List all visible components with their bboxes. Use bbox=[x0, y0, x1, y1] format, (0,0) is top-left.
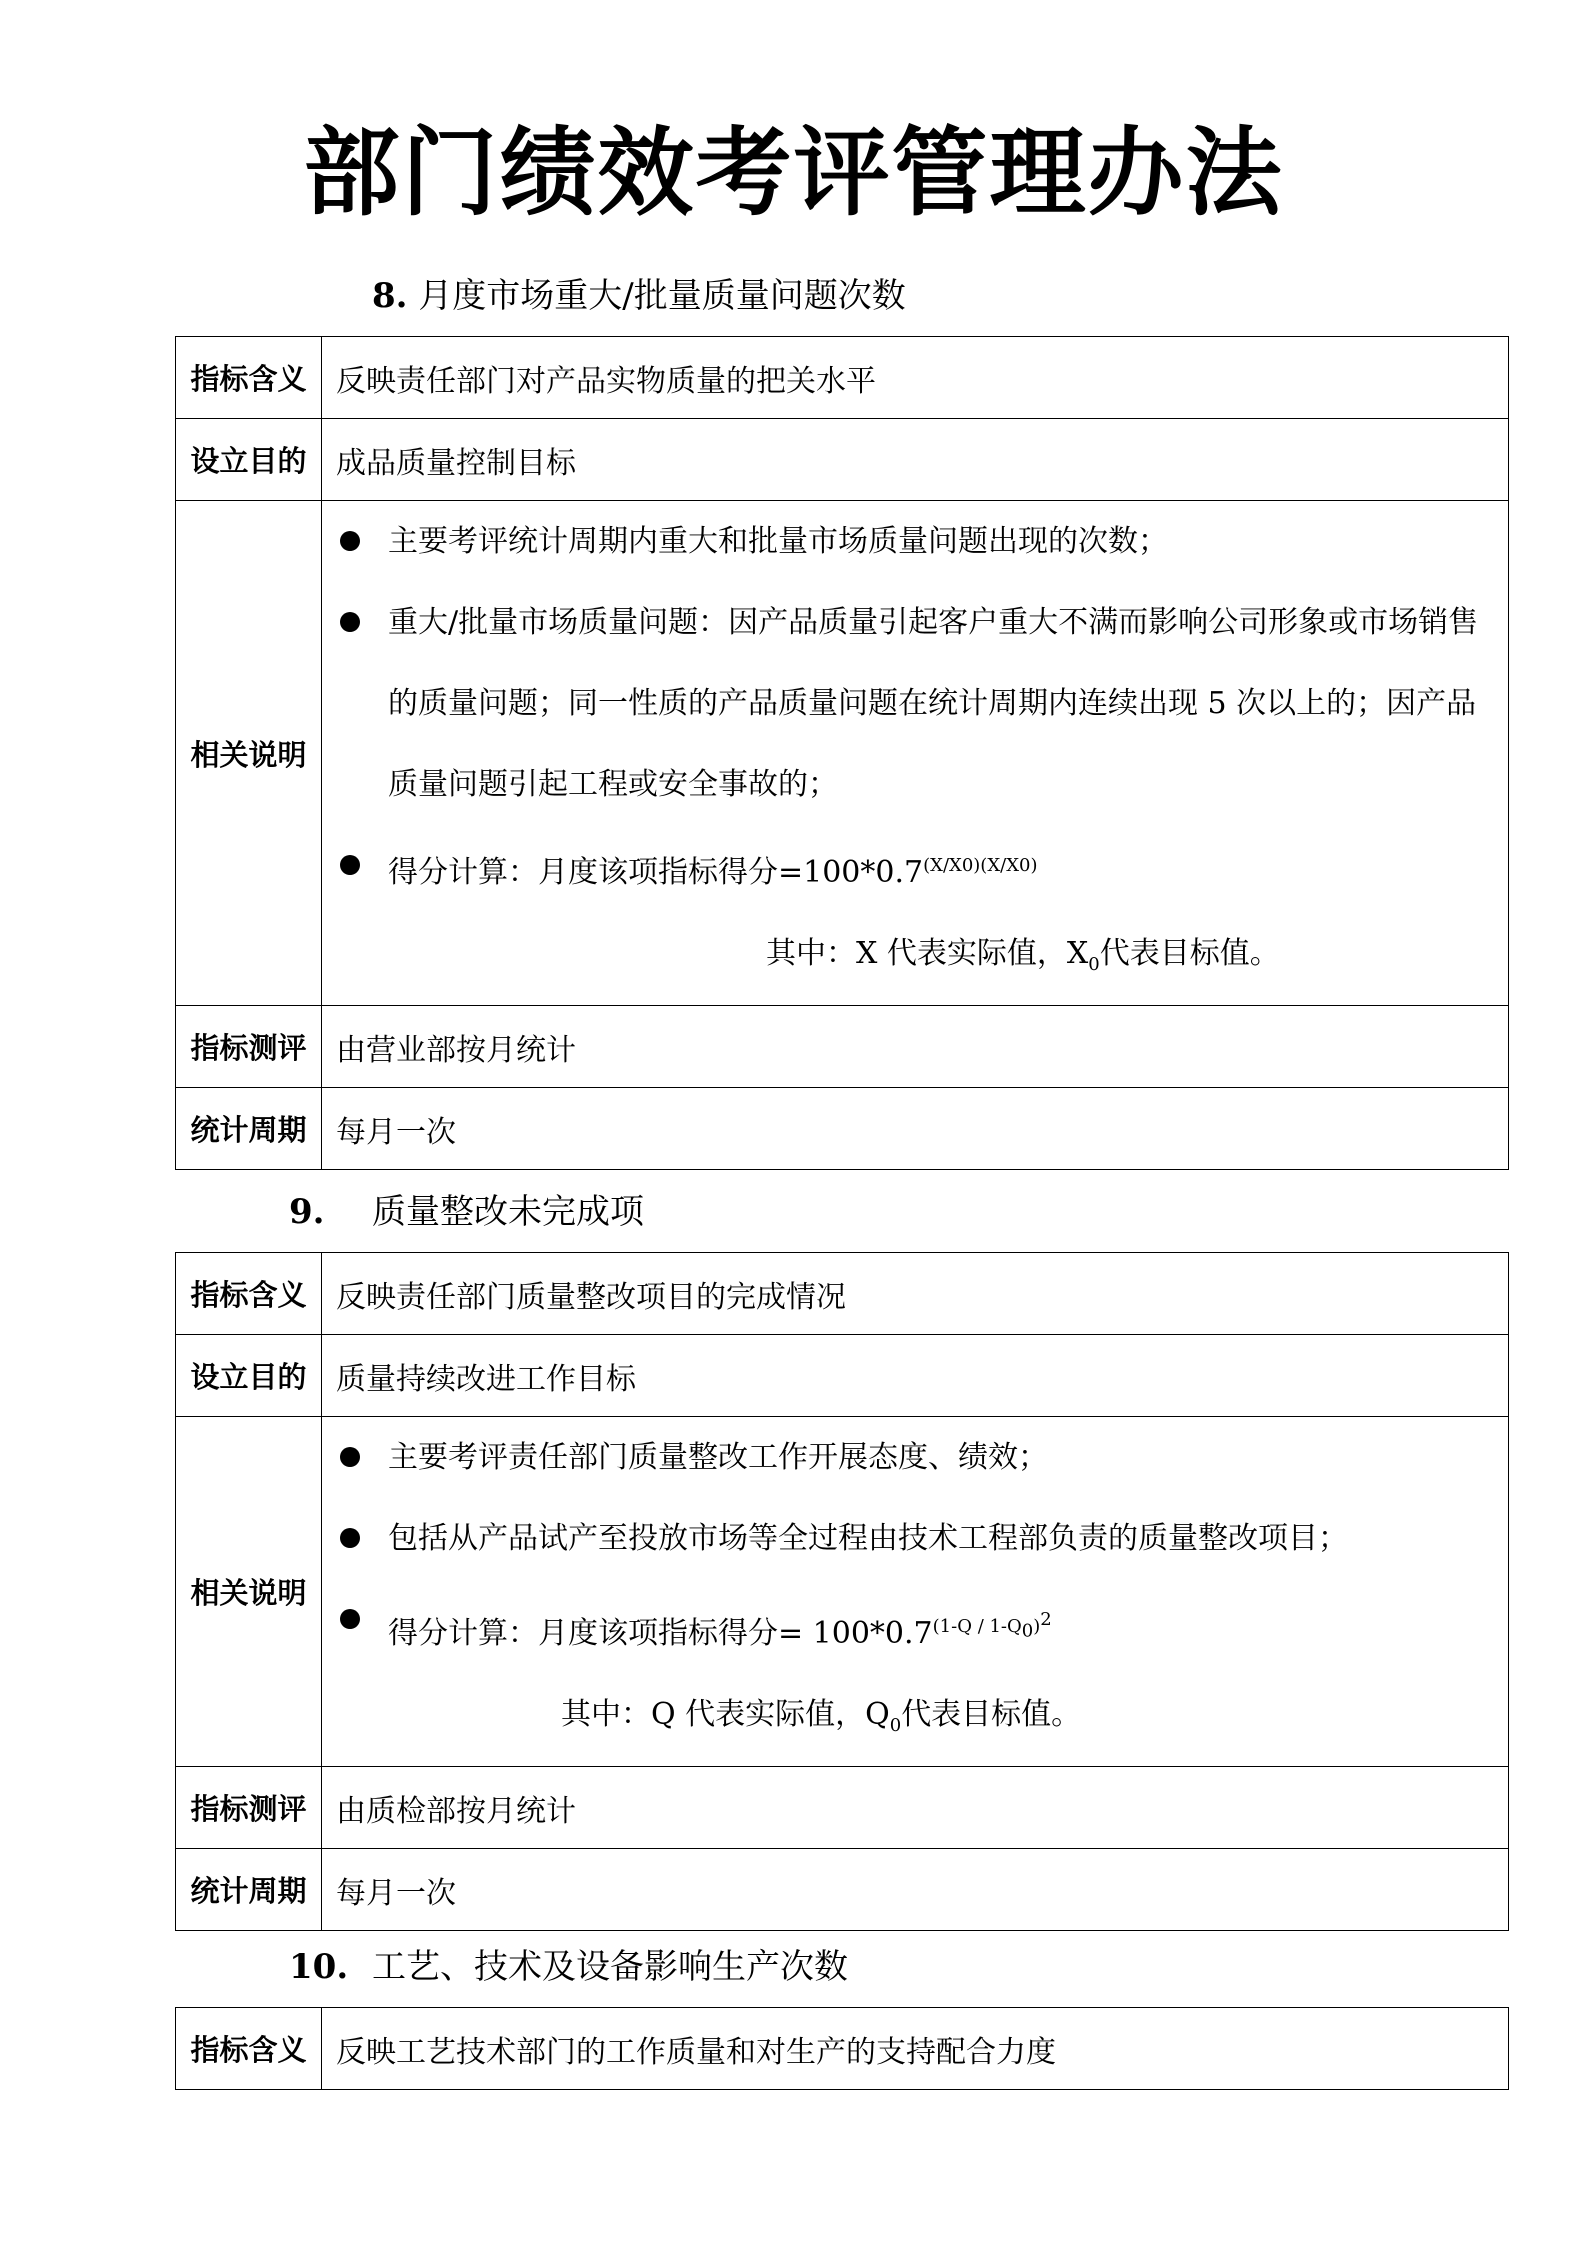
row-value: 反映责任部门对产品实物质量的把关水平 bbox=[322, 337, 1509, 419]
row-value: 反映工艺技术部门的工作质量和对生产的支持配合力度 bbox=[322, 2008, 1509, 2090]
row-label: 指标含义 bbox=[176, 1253, 322, 1335]
row-value: 成品质量控制目标 bbox=[322, 419, 1509, 501]
row-value: 主要考评责任部门质量整改工作开展态度、绩效； 包括从产品试产至投放市场等全过程由技术工程部负责的质量整改项目； 得分计算：月度该项指标得分= $100*0.7^{(1-Q / 1-Q_0)^2}$ 其中：Q 代表实际值，$Q_0$代表目标值。 bbox=[322, 1417, 1509, 1767]
section-9-table bbox=[175, 1252, 1509, 1931]
row-value: 每月一次 bbox=[322, 1849, 1509, 1931]
section-8-heading: 8. 月度市场重大/批量质量问题次数 bbox=[372, 276, 906, 316]
row-value: 反映责任部门质量整改项目的完成情况 bbox=[322, 1253, 1509, 1335]
row-value: 每月一次 bbox=[322, 1088, 1509, 1170]
row-value: 由营业部按月统计 bbox=[322, 1006, 1509, 1088]
row-label: 指标含义 bbox=[176, 337, 322, 419]
section-8-table bbox=[175, 336, 1509, 1170]
row-label: 相关说明 bbox=[176, 1417, 322, 1767]
bullet-icon bbox=[340, 1528, 360, 1548]
row-value: 主要考评统计周期内重大和批量市场质量问题出现的次数； 重大/批量市场质量问题：因产品质量引起客户重大不满而影响公司形象或市场销售的质量问题；同一性质的产品质量问题在统计周期内连续出现 5 次以上的；因产品质量问题引起工程或安全事故的； 得分计算：月度该项指标得分$=100*0.7^{(X/X0)(X/X0)}$ 其中：X 代表实际值，$X_0$代表目标值。 bbox=[322, 501, 1509, 1006]
section-9-heading: 9. 质量整改未完成项 bbox=[289, 1192, 644, 1232]
section-10-heading: 10. 工艺、技术及设备影响生产次数 bbox=[289, 1947, 848, 1987]
bullet-icon bbox=[340, 855, 360, 875]
row-label: 设立目的 bbox=[176, 419, 322, 501]
row-value: 由质检部按月统计 bbox=[322, 1767, 1509, 1849]
row-label: 指标含义 bbox=[176, 2008, 322, 2090]
bullet-icon bbox=[340, 612, 360, 632]
section-10-table bbox=[175, 2007, 1509, 2090]
row-label: 指标测评 bbox=[176, 1767, 322, 1849]
row-label: 指标测评 bbox=[176, 1006, 322, 1088]
bullet-icon bbox=[340, 1447, 360, 1467]
bullet-icon bbox=[340, 531, 360, 551]
row-value: 质量持续改进工作目标 bbox=[322, 1335, 1509, 1417]
row-label: 统计周期 bbox=[176, 1849, 322, 1931]
formula-note: 其中：X 代表实际值，$X_0$代表目标值。 bbox=[766, 936, 1280, 975]
document-title: 部门绩效考评管理办法 bbox=[303, 117, 1284, 229]
row-label: 相关说明 bbox=[176, 501, 322, 1006]
row-label: 统计周期 bbox=[176, 1088, 322, 1170]
formula-note: 其中：Q 代表实际值，$Q_0$代表目标值。 bbox=[561, 1697, 1082, 1736]
bullet-icon bbox=[340, 1609, 360, 1629]
row-label: 设立目的 bbox=[176, 1335, 322, 1417]
